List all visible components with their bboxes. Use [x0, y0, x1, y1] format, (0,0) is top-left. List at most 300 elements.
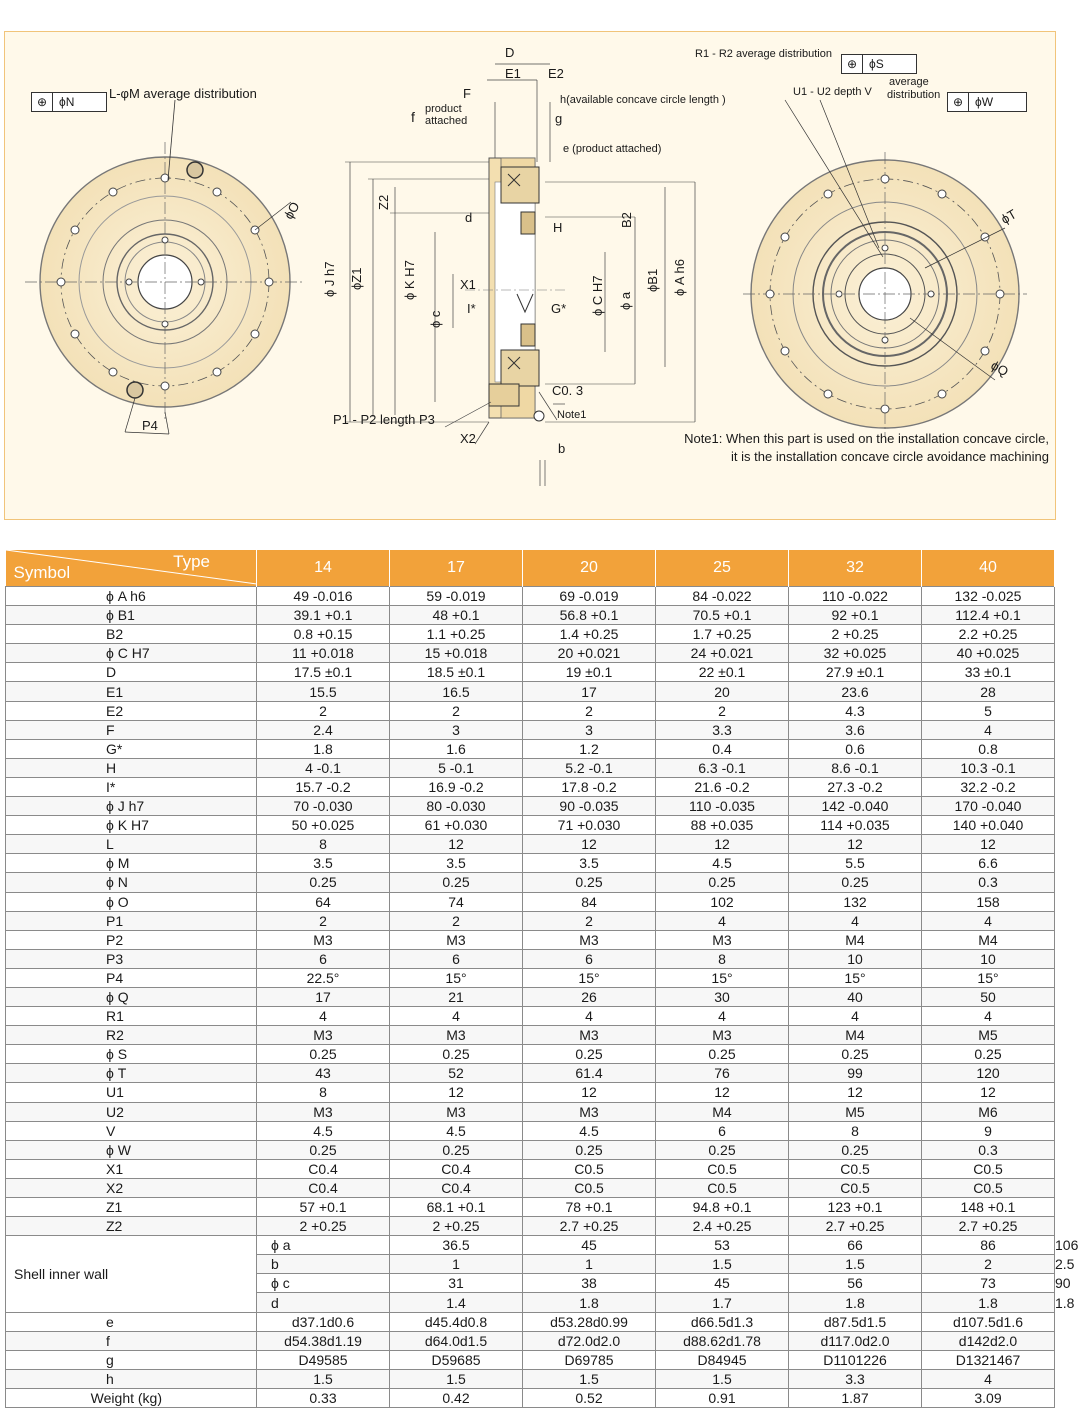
row-value: 4.5 [523, 1121, 656, 1140]
row-value: 2 [390, 701, 523, 720]
row-symbol: b [257, 1255, 390, 1274]
row-value: 64 [257, 892, 390, 911]
row-value: 8 [257, 835, 390, 854]
row-value: 4 [922, 720, 1055, 739]
label-Q: ϕQ [988, 357, 1011, 380]
row-value: d117.0d2.0 [789, 1331, 922, 1350]
row-symbol: ϕ O [6, 892, 257, 911]
row-value: 0.25 [390, 1140, 523, 1159]
row-value: 8 [656, 949, 789, 968]
row-symbol: H [6, 758, 257, 777]
row-value: 36.5 [390, 1236, 523, 1255]
row-value: 1.2 [523, 739, 656, 758]
row-value: 1.8 [257, 739, 390, 758]
table-row [6, 1102, 1055, 1121]
row-symbol: X1 [6, 1159, 257, 1178]
row-value: 84 -0.022 [656, 587, 789, 606]
row-value: 26 [523, 987, 656, 1006]
row-value: 15° [789, 968, 922, 987]
row-symbol: f [6, 1331, 257, 1350]
table-row [6, 1121, 1055, 1140]
row-value: 3 [390, 720, 523, 739]
table-row [6, 1026, 1055, 1045]
weight-value: 3.09 [922, 1388, 1055, 1407]
row-value: 1.5 [523, 1369, 656, 1388]
row-value: 57 +0.1 [257, 1198, 390, 1217]
row-value: 0.25 [656, 1140, 789, 1159]
right-flange-view [743, 100, 1027, 436]
row-symbol: P4 [6, 968, 257, 987]
row-symbol: ϕ T [6, 1064, 257, 1083]
row-value: 2 [257, 911, 390, 930]
row-symbol: ϕ C H7 [6, 644, 257, 663]
row-value: 16.9 -0.2 [390, 777, 523, 796]
row-value: C0.5 [922, 1178, 1055, 1197]
row-value: 2 [523, 911, 656, 930]
label-f-attached: attached [425, 115, 468, 127]
row-value: 15° [922, 968, 1055, 987]
row-value: D49585 [257, 1350, 390, 1369]
row-value: 0.25 [390, 1045, 523, 1064]
note1-line2: it is the installation concave circle avoidance machining [731, 449, 1049, 464]
row-value: 5 [922, 701, 1055, 720]
type-header: 32 [789, 550, 922, 587]
row-value: 1.8 [922, 1293, 1055, 1312]
label-T: ϕT [998, 206, 1019, 227]
row-value: 90 -0.035 [523, 797, 656, 816]
label-K: ϕ K H7 [402, 260, 417, 300]
row-value: d87.5d1.5 [789, 1312, 922, 1331]
label-A: ϕ A h6 [672, 259, 687, 296]
label-X2: X2 [460, 431, 476, 446]
row-value: 0.25 [789, 1140, 922, 1159]
row-value: 5.2 -0.1 [523, 758, 656, 777]
row-value: 22 ±0.1 [656, 663, 789, 682]
row-value: 88 +0.035 [656, 816, 789, 835]
row-value: 15° [523, 968, 656, 987]
row-value: 112.4 +0.1 [922, 606, 1055, 625]
row-symbol: d [257, 1293, 390, 1312]
row-value: 8.6 -0.1 [789, 758, 922, 777]
row-value: 1.5 [257, 1369, 390, 1388]
row-value: 76 [656, 1064, 789, 1083]
row-value: 12 [922, 835, 1055, 854]
row-value: 84 [523, 892, 656, 911]
label-P1-P2-P3: P1 - P2 length P3 [333, 412, 435, 427]
row-value: 21 [390, 987, 523, 1006]
row-value: 0.4 [656, 739, 789, 758]
row-value: 1.5 [390, 1369, 523, 1388]
row-symbol: V [6, 1121, 257, 1140]
label-B2: B2 [619, 212, 634, 228]
row-value: 50 +0.025 [257, 816, 390, 835]
row-value: 40 +0.025 [922, 644, 1055, 663]
row-value: 12 [523, 835, 656, 854]
row-value: 32.2 -0.2 [922, 777, 1055, 796]
row-value: 1 [523, 1255, 656, 1274]
row-symbol: D [6, 663, 257, 682]
table-row [6, 644, 1055, 663]
row-value: 2.4 +0.25 [656, 1217, 789, 1236]
type-header: 17 [390, 550, 523, 587]
row-symbol: U1 [6, 1083, 257, 1102]
row-value: 48 +0.1 [390, 606, 523, 625]
table-row [6, 587, 1055, 606]
row-symbol: ϕ N [6, 873, 257, 892]
table-row [6, 739, 1055, 758]
row-value: 18.5 ±0.1 [390, 663, 523, 682]
row-value: 27.3 -0.2 [789, 777, 922, 796]
row-symbol: g [6, 1350, 257, 1369]
row-value: 6.3 -0.1 [656, 758, 789, 777]
row-value: 4 -0.1 [257, 758, 390, 777]
table-row [6, 1007, 1055, 1026]
row-value: D84945 [656, 1350, 789, 1369]
label-B1: ϕB1 [645, 268, 660, 292]
row-value: 59 -0.019 [390, 587, 523, 606]
table-row [6, 968, 1055, 987]
table-row [6, 1198, 1055, 1217]
row-value: 5 -0.1 [390, 758, 523, 777]
row-value: C0.5 [789, 1178, 922, 1197]
table-row [6, 606, 1055, 625]
row-value: 17 [523, 682, 656, 701]
label-C: ϕ C H7 [590, 275, 605, 316]
row-value: 15 +0.018 [390, 644, 523, 663]
row-value: 70 -0.030 [257, 797, 390, 816]
row-value: 43 [257, 1064, 390, 1083]
row-value: 0.6 [789, 739, 922, 758]
row-symbol: ϕ K H7 [6, 816, 257, 835]
row-value: 32 +0.025 [789, 644, 922, 663]
right-position-tolerance-frame-W [947, 92, 1027, 112]
row-value: 45 [656, 1274, 789, 1293]
row-value: 39.1 +0.1 [257, 606, 390, 625]
row-value: 33 ±0.1 [922, 663, 1055, 682]
row-value: M3 [257, 1102, 390, 1121]
label-H: H [553, 220, 563, 235]
weight-label: Weight (kg) [6, 1388, 257, 1407]
row-value: 1.4 +0.25 [523, 625, 656, 644]
row-value: C0.4 [390, 1178, 523, 1197]
row-value: 142 -0.040 [789, 797, 922, 816]
row-value: 5.5 [789, 854, 922, 873]
table-row [6, 930, 1055, 949]
row-value: 0.25 [523, 873, 656, 892]
table-row [6, 835, 1055, 854]
tolerance-value: ϕW [975, 95, 994, 109]
row-value: 4 [656, 911, 789, 930]
table-row [6, 1045, 1055, 1064]
row-value: 73 [922, 1274, 1055, 1293]
row-value: 4.5 [656, 854, 789, 873]
row-value: 78 +0.1 [523, 1198, 656, 1217]
row-value: 3.3 [789, 1369, 922, 1388]
weight-value: 0.91 [656, 1388, 789, 1407]
type-header: 14 [257, 550, 390, 587]
row-value: 140 +0.040 [922, 816, 1055, 835]
row-value: 12 [789, 835, 922, 854]
row-value: 52 [390, 1064, 523, 1083]
row-value: 10 [789, 949, 922, 968]
row-value: D59685 [390, 1350, 523, 1369]
row-value: 2.4 [257, 720, 390, 739]
table-row-weight [6, 1388, 1055, 1407]
row-value: 2 +0.25 [789, 625, 922, 644]
header-type: Type [173, 552, 210, 571]
row-value: 2 [257, 701, 390, 720]
row-value: 0.25 [257, 873, 390, 892]
row-value: 2.7 +0.25 [922, 1217, 1055, 1236]
row-value: 0.25 [523, 1140, 656, 1159]
row-value: 0.25 [789, 1045, 922, 1064]
row-symbol: F [6, 720, 257, 739]
row-symbol: ϕ J h7 [6, 797, 257, 816]
row-value: D1101226 [789, 1350, 922, 1369]
row-value: 1 [390, 1255, 523, 1274]
row-value: 2 [390, 911, 523, 930]
row-value: 148 +0.1 [922, 1198, 1055, 1217]
label-e-note: e (product attached) [563, 143, 662, 155]
row-value: 4 [656, 1007, 789, 1026]
row-symbol: B2 [6, 625, 257, 644]
row-value: 4 [390, 1007, 523, 1026]
row-value: C0.4 [257, 1159, 390, 1178]
table-row: ϕ c 31 38 45 56 73 90 [6, 1274, 1055, 1293]
table-row [6, 1217, 1055, 1236]
type-header: 20 [523, 550, 656, 587]
note1-line1: Note1: When this part is used on the installation concave circle, [684, 431, 1049, 446]
shell-inner-wall-label: Shell inner wall [6, 1236, 257, 1312]
label-X1: X1 [460, 277, 476, 292]
table-row [6, 1350, 1055, 1369]
row-value: 21.6 -0.2 [656, 777, 789, 796]
row-value: 0.25 [656, 1045, 789, 1064]
tolerance-value: ϕS [869, 57, 884, 71]
row-symbol: ϕ A h6 [6, 587, 257, 606]
row-value: 3.6 [789, 720, 922, 739]
row-value: 123 +0.1 [789, 1198, 922, 1217]
row-symbol: ϕ Q [6, 987, 257, 1006]
row-value: M3 [523, 930, 656, 949]
table-row [6, 892, 1055, 911]
row-value: 22.5° [257, 968, 390, 987]
row-value: d107.5d1.6 [922, 1312, 1055, 1331]
row-value: C0.5 [922, 1159, 1055, 1178]
row-value: 0.25 [789, 873, 922, 892]
row-value: 17.5 ±0.1 [257, 663, 390, 682]
row-value: d88.62d1.78 [656, 1331, 789, 1350]
table-row [6, 949, 1055, 968]
row-value: 4 [922, 1369, 1055, 1388]
row-value: 12 [656, 835, 789, 854]
label-b: b [558, 441, 566, 456]
row-value: M6 [922, 1102, 1055, 1121]
row-symbol: L [6, 835, 257, 854]
row-value: 12 [390, 1083, 523, 1102]
row-value: 0.8 [922, 739, 1055, 758]
label-note1-pointer: Note1 [557, 409, 587, 421]
row-value: 24 +0.021 [656, 644, 789, 663]
row-symbol: I* [6, 777, 257, 796]
row-value: 56.8 +0.1 [523, 606, 656, 625]
label-Z2: Z2 [376, 194, 391, 210]
row-value: 1.5 [656, 1369, 789, 1388]
row-value: 3.5 [390, 854, 523, 873]
label-f: f [411, 109, 415, 125]
row-value: 4.5 [257, 1121, 390, 1140]
row-value: 6 [257, 949, 390, 968]
row-symbol: e [6, 1312, 257, 1331]
row-value: 3.5 [257, 854, 390, 873]
position-tolerance-icon: ⊕ [948, 93, 969, 111]
weight-value: 0.42 [390, 1388, 523, 1407]
row-value: d45.4d0.8 [390, 1312, 523, 1331]
row-value: 1.4 [390, 1293, 523, 1312]
weight-value: 0.33 [257, 1388, 390, 1407]
row-value: d64.0d1.5 [390, 1331, 523, 1350]
table-row [6, 720, 1055, 739]
row-value: M3 [257, 930, 390, 949]
row-value: 31 [390, 1274, 523, 1293]
row-value: 70.5 +0.1 [656, 606, 789, 625]
position-tolerance-icon: ⊕ [842, 55, 863, 73]
row-symbol: G* [6, 739, 257, 758]
row-value: 12 [390, 835, 523, 854]
row-value: 2 +0.25 [390, 1217, 523, 1236]
table-row [6, 625, 1055, 644]
label-Z1: ϕZ1 [349, 267, 364, 290]
row-symbol: ϕ W [6, 1140, 257, 1159]
row-value: 3.5 [523, 854, 656, 873]
row-value: 4 [922, 1007, 1055, 1026]
row-value: 10 [922, 949, 1055, 968]
row-value: M3 [656, 930, 789, 949]
label-d: d [465, 210, 473, 225]
table-header-row [6, 550, 1055, 587]
row-value: 50 [922, 987, 1055, 1006]
row-symbol: R2 [6, 1026, 257, 1045]
table-row [6, 854, 1055, 873]
row-symbol: P2 [6, 930, 257, 949]
row-value: 2.7 +0.25 [523, 1217, 656, 1236]
row-value: 4 [523, 1007, 656, 1026]
row-value: 0.25 [523, 1045, 656, 1064]
tolerance-value: ϕN [59, 95, 75, 109]
row-value: 4 [789, 1007, 922, 1026]
label-L-M: L-φM average distribution [109, 86, 257, 101]
table-row [6, 1159, 1055, 1178]
row-value: 132 [789, 892, 922, 911]
table-row [6, 987, 1055, 1006]
row-value: D1321467 [922, 1350, 1055, 1369]
row-value: 92 +0.1 [789, 606, 922, 625]
row-value: d142d2.0 [922, 1331, 1055, 1350]
table-row [6, 777, 1055, 796]
row-value: M4 [656, 1102, 789, 1121]
right-position-tolerance-frame-S [841, 54, 917, 74]
row-value: d66.5d1.3 [656, 1312, 789, 1331]
spec-table [5, 550, 1078, 1408]
row-value: 2 [922, 1255, 1055, 1274]
row-value: d72.0d2.0 [523, 1331, 656, 1350]
row-value: 74 [390, 892, 523, 911]
row-value: 2 +0.25 [257, 1217, 390, 1236]
row-value: C0.4 [390, 1159, 523, 1178]
row-value: 27.9 ±0.1 [789, 663, 922, 682]
row-value: 94.8 +0.1 [656, 1198, 789, 1217]
row-symbol: Z2 [6, 1217, 257, 1236]
row-value: 4.5 [390, 1121, 523, 1140]
table-row [6, 1140, 1055, 1159]
row-value: 40 [789, 987, 922, 1006]
row-value: 8 [257, 1083, 390, 1102]
row-symbol: ϕ M [6, 854, 257, 873]
table-row [6, 701, 1055, 720]
row-value: 110 -0.022 [789, 587, 922, 606]
row-value: 15° [656, 968, 789, 987]
weight-value: 0.52 [523, 1388, 656, 1407]
row-value: M3 [656, 1026, 789, 1045]
label-O: ϕO [280, 199, 303, 222]
row-value: M5 [922, 1026, 1055, 1045]
row-symbol: ϕ B1 [6, 606, 257, 625]
left-position-tolerance-frame [31, 92, 107, 112]
table-row [6, 873, 1055, 892]
row-value: 15.7 -0.2 [257, 777, 390, 796]
label-g: g [555, 111, 563, 126]
row-value: 71 +0.030 [523, 816, 656, 835]
row-value: 30 [656, 987, 789, 1006]
weight-value: 1.87 [789, 1388, 922, 1407]
row-value: 114 +0.035 [789, 816, 922, 835]
row-value: 1.7 [656, 1293, 789, 1312]
row-value: 68.1 +0.1 [390, 1198, 523, 1217]
row-value: 132 -0.025 [922, 587, 1055, 606]
label-G: G* [551, 301, 567, 316]
row-value: 80 -0.030 [390, 797, 523, 816]
row-value: M3 [390, 1102, 523, 1121]
left-flange-view [25, 100, 305, 434]
row-value: 12 [922, 1083, 1055, 1102]
row-symbol: E2 [6, 701, 257, 720]
row-symbol: Z1 [6, 1198, 257, 1217]
label-a: ϕ a [618, 291, 633, 310]
type-header: 25 [656, 550, 789, 587]
row-value: 1.6 [390, 739, 523, 758]
row-value: 66 [789, 1236, 922, 1255]
row-value: 2.2 +0.25 [922, 625, 1055, 644]
label-P4: P4 [142, 418, 158, 433]
label-I: I* [467, 301, 476, 316]
row-value: 15° [390, 968, 523, 987]
row-value: 15.5 [257, 682, 390, 701]
row-value: 102 [656, 892, 789, 911]
row-value: 12 [789, 1083, 922, 1102]
position-tolerance-icon: ⊕ [32, 93, 53, 111]
label-R1-R2: R1 - R2 average distribution [695, 48, 832, 60]
row-value: 86 [922, 1236, 1055, 1255]
table-row [6, 682, 1055, 701]
row-value: 0.8 +0.15 [257, 625, 390, 644]
row-value: 4.3 [789, 701, 922, 720]
table-row [6, 1369, 1055, 1388]
row-value: 4 [789, 911, 922, 930]
row-value: 6 [656, 1121, 789, 1140]
row-value: M3 [523, 1026, 656, 1045]
row-value: 6.6 [922, 854, 1055, 873]
row-symbol: E1 [6, 682, 257, 701]
